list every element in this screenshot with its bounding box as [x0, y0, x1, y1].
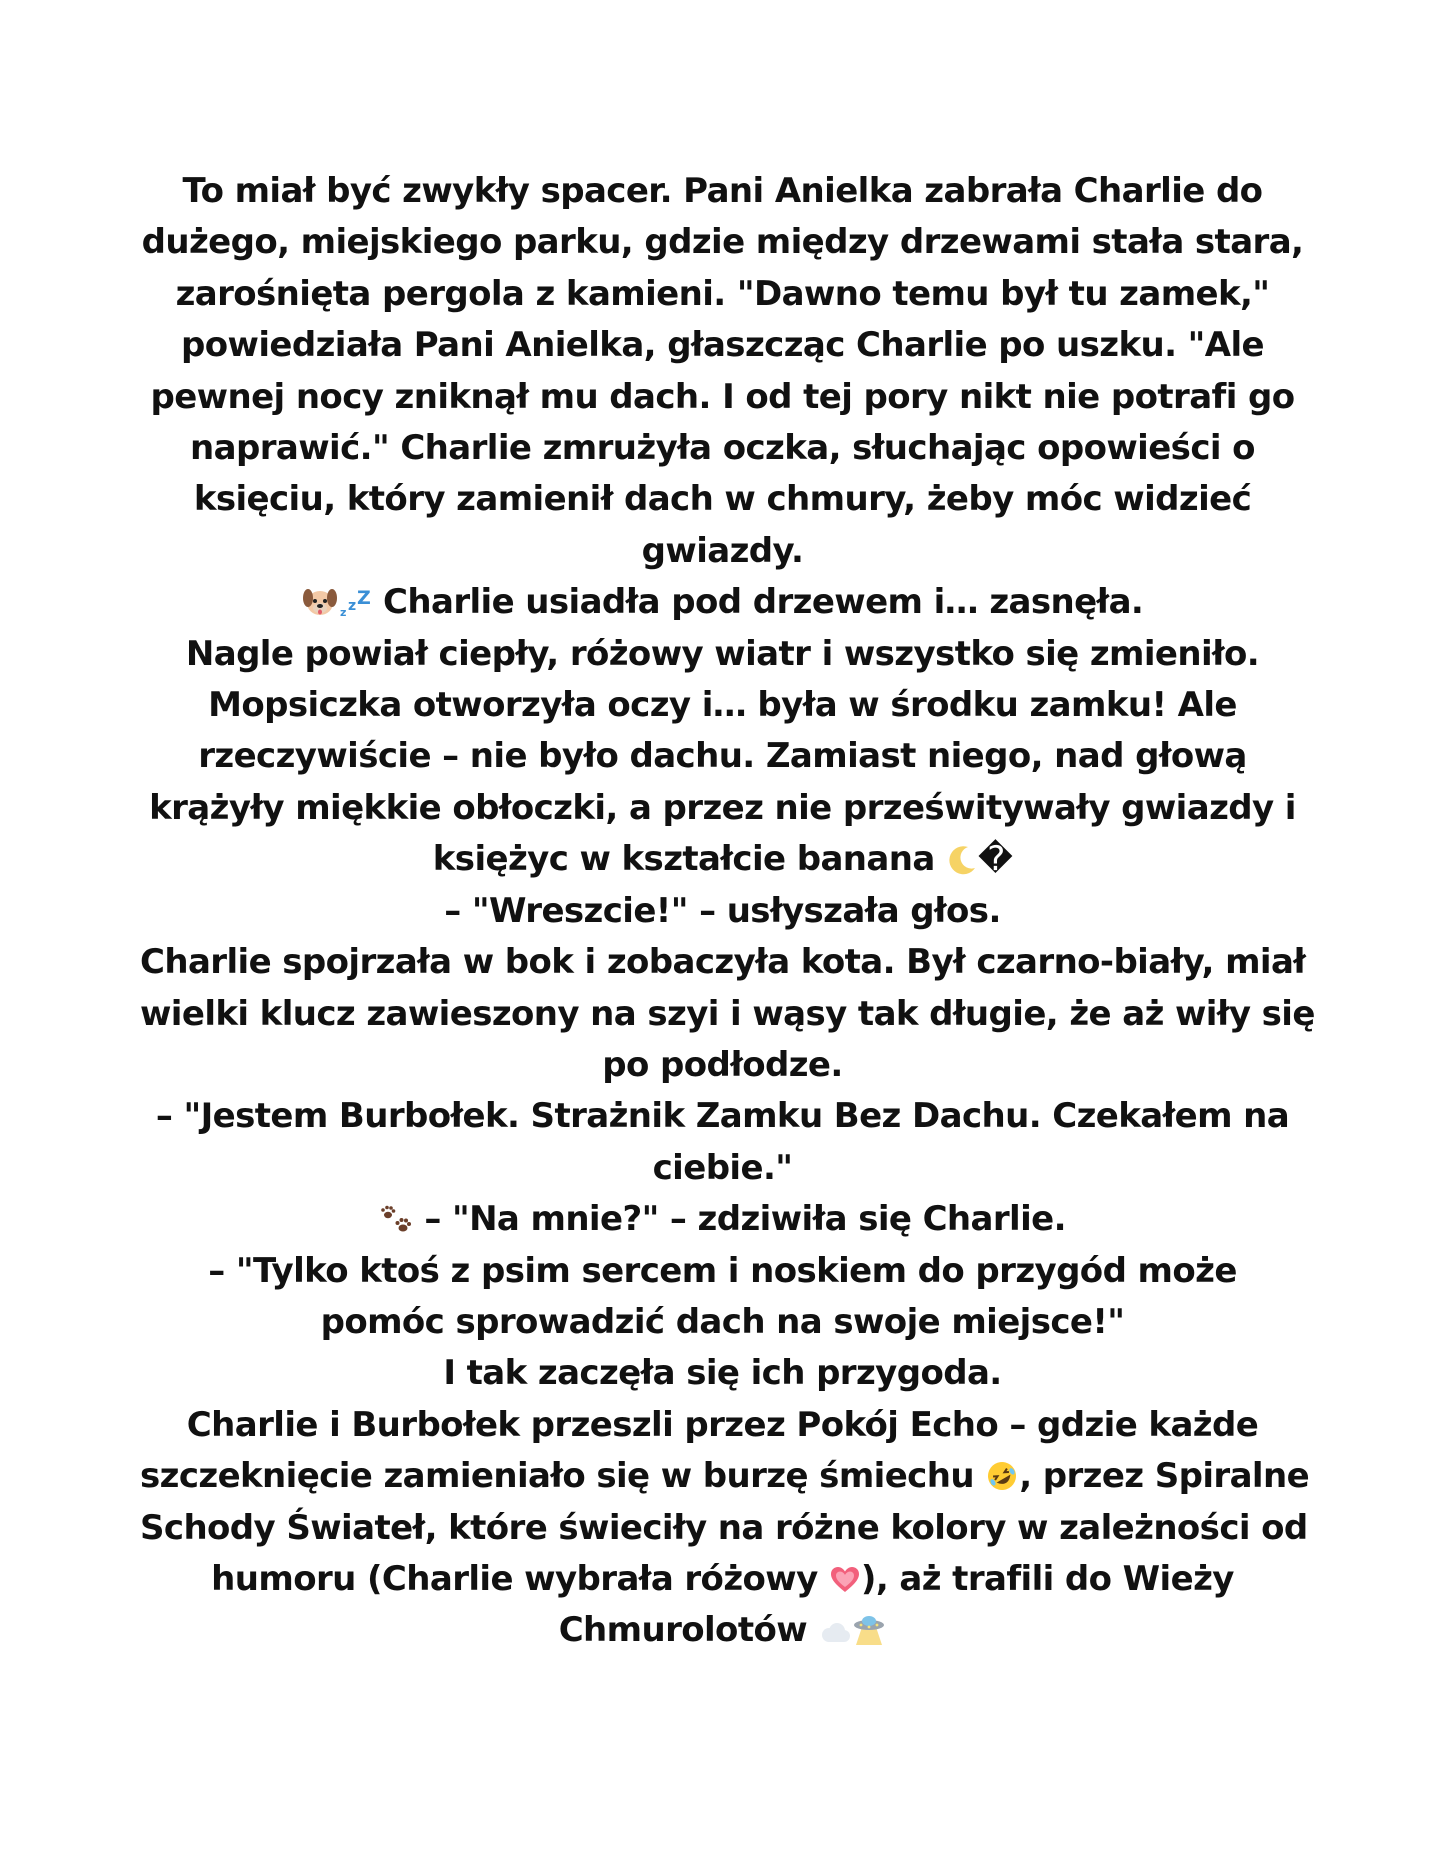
text-line: – "Tylko ktoś z psim sercem i noskiem do przygód może [208, 1250, 1237, 1291]
text-line: Nagle powiał ciepły, różowy wiatr i wszystko się zmieniło. [185, 633, 1260, 674]
text-line [140, 834, 1305, 885]
text-segment: ), aż trafili do Wieży [860, 1558, 1234, 1599]
text-segment: , przez Spiralne [1019, 1456, 1310, 1497]
text-line [140, 577, 1305, 628]
text-line: – "Jestem Burbołek. Strażnik Zamku Bez Dachu. Czekałem na [155, 1096, 1290, 1137]
text-line: zarośnięta pergola z kamieni. "Dawno temu był tu zamek," [175, 273, 1270, 314]
text-line: dużego, miejskiego parku, gdzie między drzewami stała stara, [141, 222, 1304, 263]
text-line: rzeczywiście – nie było dachu. Zamiast niego, nad głową [198, 736, 1247, 777]
svg-text:z: z [347, 598, 356, 615]
story-text [140, 166, 1315, 1657]
text-line: I tak zaczęła się ich przygoda. [443, 1353, 1002, 1394]
text-line [140, 1605, 1305, 1656]
text-line: powiedziała Pani Anielka, głaszcząc Charlie po uszku. "Ale [181, 325, 1264, 366]
text-line: – "Wreszcie!" – usłyszała głos. [444, 890, 1001, 931]
svg-text:z: z [339, 606, 346, 620]
text-line: wielki klucz zawieszony na szyi i wąsy tak długie, że aż wiły się [140, 993, 1315, 1034]
svg-text:Z: Z [356, 587, 370, 610]
ufo-icon [852, 1605, 886, 1656]
replacement-glyph: � [977, 839, 1013, 880]
text-line: To miał być zwykły spacer. Pani Anielka zabrała Charlie do [182, 171, 1263, 211]
crescent-moon-icon [946, 834, 978, 885]
text-line: Charlie spojrzała w bok i zobaczyła kota. Był czarno-biały, miał [140, 942, 1306, 983]
text-line: pewnej nocy zniknął mu dach. I od tej pory nikt nie potrafi go [150, 376, 1295, 417]
rolling-laughing-icon [985, 1451, 1019, 1502]
text-line: Schody Świateł, które świeciły na różne kolory w zależności od [140, 1507, 1308, 1548]
text-segment: – "Na mnie?" – zdziwiła się Charlie. [424, 1199, 1066, 1240]
zzz-icon [338, 577, 372, 628]
text-line: gwiazdy. [641, 530, 804, 571]
text-segment: humoru (Charlie wybrała różowy [211, 1558, 818, 1599]
text-segment: Charlie usiadła pod drzewem i… zasnęła. [383, 582, 1144, 623]
text-line: naprawić." Charlie zmrużyła oczka, słuchając opowieści o [190, 428, 1255, 469]
cloud-icon [818, 1605, 852, 1656]
text-line [140, 1554, 1305, 1605]
text-line: po podłodze. [602, 1044, 843, 1085]
text-line [140, 1194, 1305, 1245]
dog-face-icon [302, 577, 338, 628]
pink-heart-icon [829, 1554, 861, 1605]
text-line: ciebie." [652, 1147, 793, 1188]
text-line [140, 1451, 1310, 1502]
text-segment: szczeknięcie zamieniało się w burzę śmiechu [140, 1456, 974, 1497]
text-line: księciu, który zamienił dach w chmury, żeby móc widzieć [193, 479, 1252, 520]
text-line: Mopsiczka otworzyła oczy i… była w środku zamku! Ale [208, 685, 1237, 726]
text-line: krążyły miękkie obłoczki, a przez nie prześwitywały gwiazdy i [149, 787, 1296, 828]
text-line: pomóc sprowadzić dach na swoje miejsce!" [320, 1301, 1125, 1342]
paw-prints-icon [379, 1194, 413, 1245]
text-segment: Chmurolotów [558, 1610, 808, 1651]
text-segment: księżyc w kształcie banana [432, 839, 935, 880]
text-line: Charlie i Burbołek przeszli przez Pokój Echo – gdzie każde [186, 1404, 1259, 1445]
